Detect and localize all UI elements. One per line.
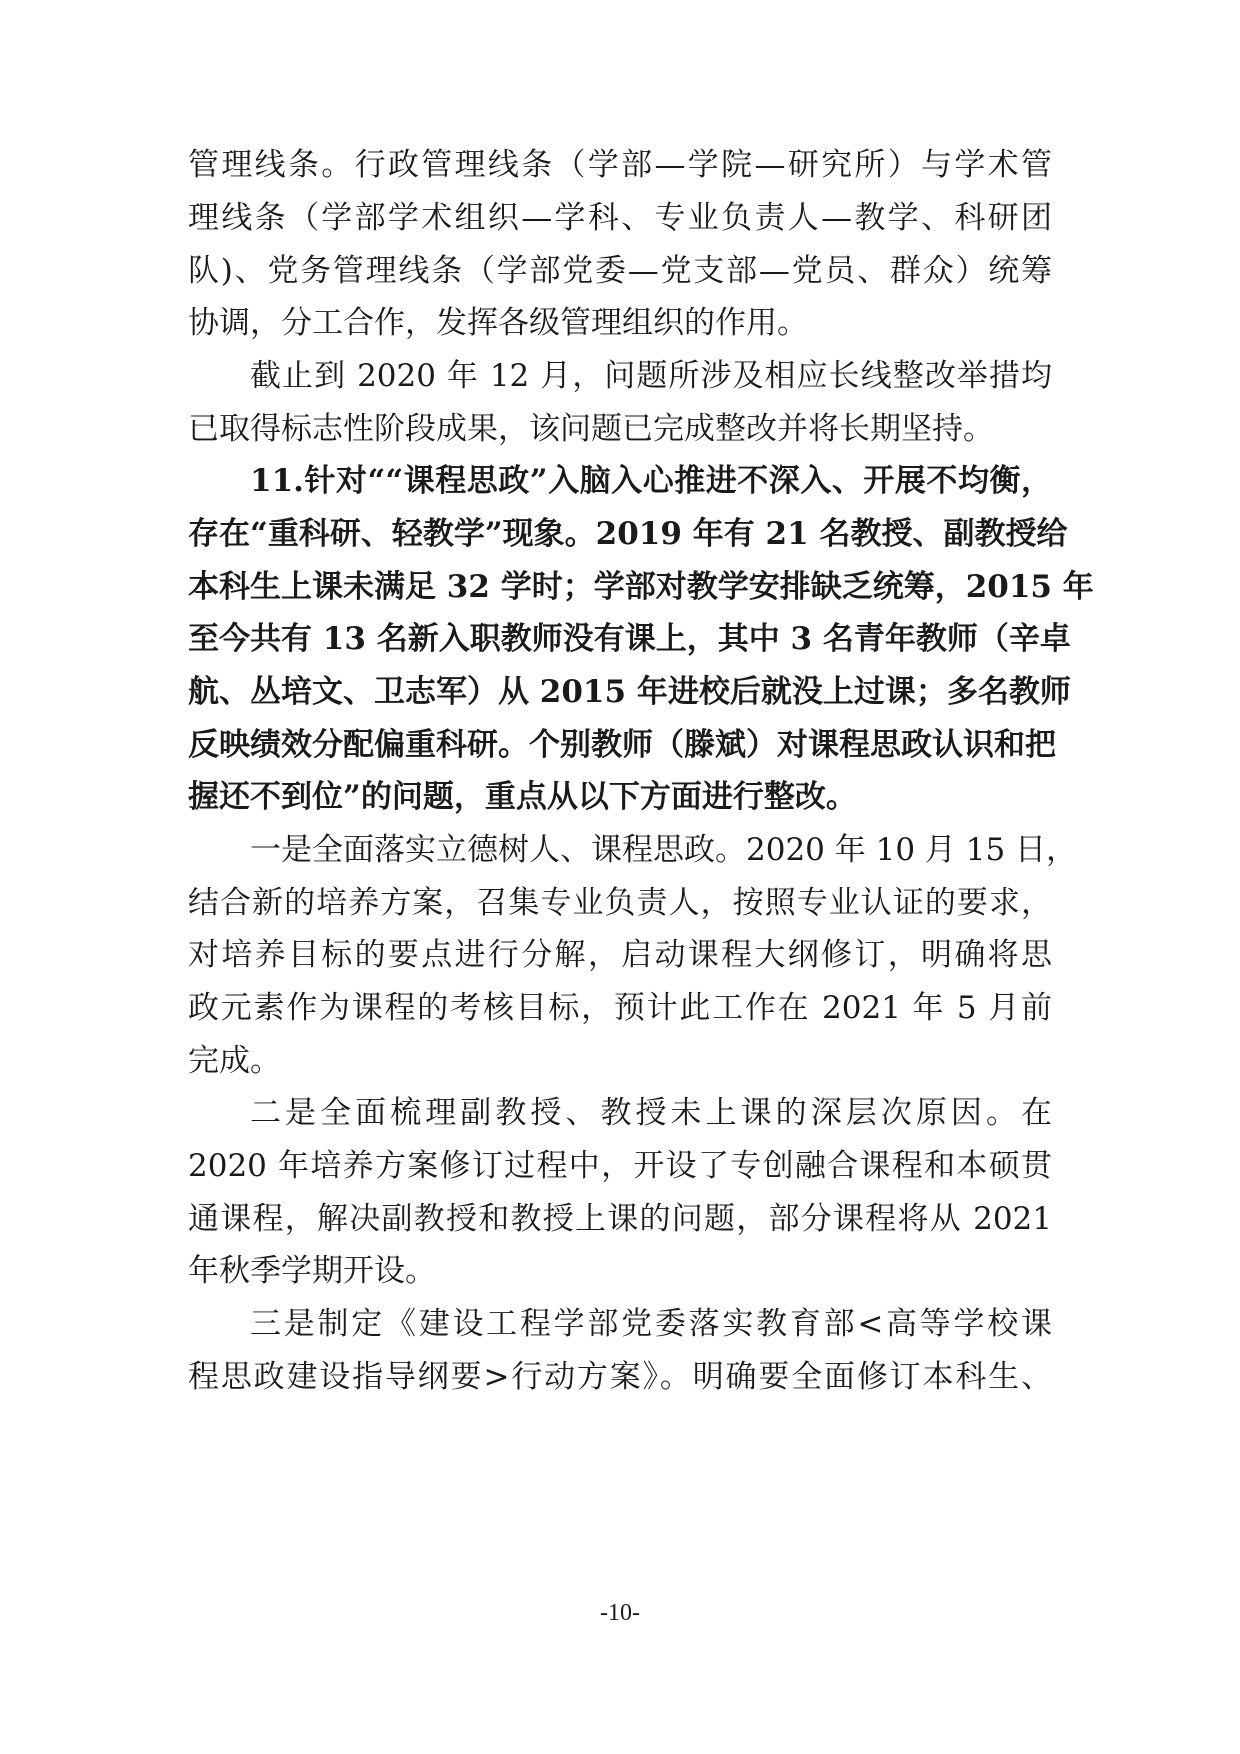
text-line: 理线条（学部学术组织—学科、专业负责人—教学、科研团 [188,200,1052,236]
text-line: 一是全面落实立德树人、课程思政。2020 年 10 月 15 日， [250,832,1078,868]
text-line: 本科生上课未满足 32 学时；学部对教学安排缺乏统筹，2015 年 [188,569,1094,605]
text-line: 2020 年培养方案修订过程中，开设了专创融合课程和本硕贯 [188,1148,1052,1184]
text-line: 截止到 2020 年 12 月，问题所涉及相应长线整改举措均 [250,358,1052,394]
text-line: 存在“重科研、轻教学”现象。2019 年有 21 名教授、副教授给 [188,516,1068,552]
text-line: 完成。 [188,1043,281,1079]
text-line: 至今共有 13 名新入职教师没有课上，其中 3 名青年教师（辛卓 [188,621,1071,657]
text-line: 三是制定《建设工程学部党委落实教育部<高等学校课 [250,1306,1052,1342]
text-line: 政元素作为课程的考核目标，预计此工作在 2021 年 5 月前 [188,990,1052,1026]
text-line: 队)、党务管理线条（学部党委—党支部—党员、群众）统筹 [188,253,1052,289]
text-line: 对培养目标的要点进行分解，启动课程大纲修订，明确将思 [188,937,1052,973]
text-line: 航、丛培文、卫志军）从 2015 年进校后就没上过课；多名教师 [188,674,1071,710]
text-line: 结合新的培养方案，召集专业负责人，按照专业认证的要求， [188,885,1052,921]
text-line: 管理线条。行政管理线条（学部—学院—研究所）与学术管 [188,147,1052,183]
text-line: 协调，分工合作，发挥各级管理组织的作用。 [188,305,808,341]
text-line: 二是全面梳理副教授、教授未上课的深层次原因。在 [250,1095,1052,1131]
text-line: 程思政建设指导纲要>行动方案》。明确要全面修订本科生、 [188,1359,1052,1395]
text-line: 握还不到位”的问题，重点从以下方面进行整改。 [188,779,857,815]
text-line: 已取得标志性阶段成果，该问题已完成整改并将长期坚持。 [188,411,994,447]
text-line: 反映绩效分配偏重科研。个别教师（滕斌）对课程思政认识和把 [188,727,1056,763]
text-line: 年秋季学期开设。 [188,1253,436,1289]
page-number: -10- [600,1600,640,1626]
text-line: 11.针对““课程思政”入脑入心推进不深入、开展不均衡， [250,463,1052,499]
text-line: 通课程，解决副教授和教授上课的问题，部分课程将从 2021 [188,1201,1052,1237]
